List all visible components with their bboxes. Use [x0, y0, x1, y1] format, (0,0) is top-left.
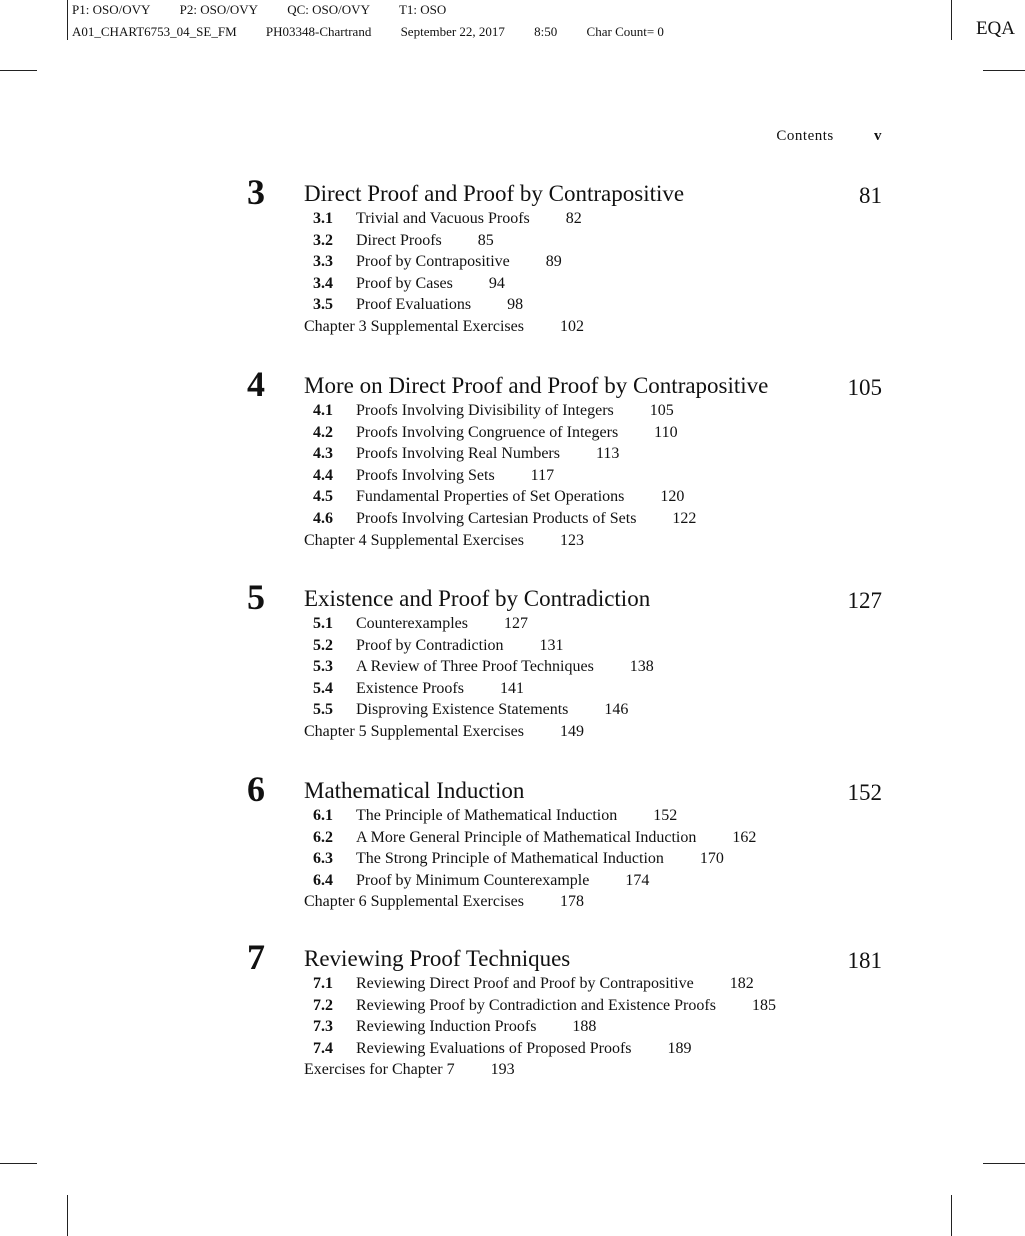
section-title-wrap — [356, 273, 505, 295]
section-title-wrap — [356, 870, 649, 892]
toc-section-entry — [0, 465, 1025, 487]
slug-item: P2: OSO/OVY — [179, 2, 258, 17]
toc-section-entry — [0, 1016, 1025, 1038]
section-list — [0, 613, 1025, 743]
section-number: 5.1 — [313, 615, 333, 632]
section-number: 5.5 — [313, 701, 333, 719]
section-title: Fundamental Properties of Set Operations — [356, 488, 625, 506]
toc-section-entry — [0, 1038, 1025, 1060]
folio: v — [874, 128, 882, 144]
section-page-number: 127 — [503, 615, 528, 632]
section-title: A Review of Three Proof Techniques — [356, 658, 594, 676]
section-title: Disproving Existence Statements — [356, 701, 569, 719]
supplemental-exercises-entry — [0, 530, 1025, 552]
section-page-number: 152 — [653, 807, 678, 824]
section-title: Existence Proofs — [356, 679, 464, 697]
chapter-number: 5 — [247, 577, 265, 617]
toc-section-entry — [0, 400, 1025, 422]
section-number: 4.1 — [313, 402, 333, 419]
section-title-wrap — [356, 805, 677, 827]
section-page-number: 185 — [751, 996, 776, 1014]
section-title: Proof by Cases — [356, 274, 453, 292]
section-title: Proof Evaluations — [356, 296, 472, 314]
section-page-number: 120 — [660, 488, 685, 506]
section-page-number: 174 — [625, 871, 650, 889]
slug-item: T1: OSO — [398, 2, 447, 17]
crop-mark — [983, 70, 1025, 71]
section-page-number: 89 — [545, 253, 562, 271]
supplemental-title: Chapter 5 Supplemental Exercises — [304, 722, 524, 740]
section-number: 7.2 — [313, 996, 333, 1014]
section-title: The Strong Principle of Mathematical Induction — [356, 850, 664, 868]
toc-section-entry — [0, 848, 1025, 870]
supplemental-title: Chapter 6 Supplemental Exercises — [304, 893, 524, 911]
supplemental-page-number: 123 — [559, 531, 584, 549]
section-number: 6.3 — [313, 850, 333, 868]
slug-item: PH03348-Chartrand — [265, 24, 372, 39]
section-list — [0, 805, 1025, 913]
section-page-number: 94 — [488, 274, 505, 292]
section-page-number: 122 — [672, 509, 697, 527]
toc-section-entry — [0, 443, 1025, 465]
section-title: Proof by Minimum Counterexample — [356, 871, 590, 889]
section-number: 4.6 — [313, 509, 333, 527]
section-title-wrap — [356, 443, 619, 465]
section-list — [0, 400, 1025, 551]
section-title-wrap — [356, 208, 582, 230]
toc-section-entry — [0, 870, 1025, 892]
section-title-wrap — [356, 465, 554, 487]
section-title-wrap — [356, 400, 674, 422]
section-title-wrap — [356, 848, 724, 870]
chapter-page-number: 152 — [847, 780, 882, 805]
running-head-label: Contents — [776, 128, 834, 144]
section-page-number: 188 — [572, 1018, 597, 1036]
section-title-wrap — [356, 230, 494, 252]
crop-mark — [0, 70, 37, 71]
section-title: Reviewing Evaluations of Proposed Proofs — [356, 1039, 632, 1057]
toc-section-entry — [0, 678, 1025, 700]
section-list — [0, 973, 1025, 1081]
section-number: 5.3 — [313, 658, 333, 676]
supplemental-page-number: 193 — [490, 1061, 515, 1079]
section-page-number: 182 — [729, 975, 754, 992]
supplemental-exercises-entry — [0, 1059, 1025, 1081]
section-page-number: 110 — [654, 423, 678, 441]
supplemental-exercises-entry — [0, 891, 1025, 913]
supplemental-page-number: 102 — [559, 317, 584, 335]
toc-section-entry — [0, 486, 1025, 508]
supplemental-title: Exercises for Chapter 7 — [304, 1061, 455, 1079]
crop-mark — [67, 0, 68, 40]
section-title: Proofs Involving Cartesian Products of Sets — [356, 509, 637, 527]
slug-corner-code: EQA — [975, 18, 1015, 39]
chapter-title: More on Direct Proof and Proof by Contrapositive — [304, 373, 769, 398]
toc-section-entry — [0, 208, 1025, 230]
section-page-number: 131 — [539, 636, 564, 654]
section-title: Counterexamples — [356, 615, 468, 632]
supplemental-page-number: 149 — [559, 722, 584, 740]
section-number: 3.5 — [313, 296, 333, 314]
section-number: 6.2 — [313, 828, 333, 846]
section-number: 6.4 — [313, 871, 333, 889]
toc-section-entry — [0, 656, 1025, 678]
section-page-number: 82 — [565, 210, 582, 227]
section-title-wrap — [356, 973, 754, 995]
supplemental-title: Chapter 4 Supplemental Exercises — [304, 531, 524, 549]
chapter-page-number: 105 — [847, 375, 882, 400]
section-title-wrap — [356, 1016, 596, 1038]
section-title: Proofs Involving Sets — [356, 466, 495, 484]
section-title-wrap — [356, 827, 756, 849]
section-number: 4.4 — [313, 466, 333, 484]
section-number: 5.4 — [313, 679, 333, 697]
toc-section-entry — [0, 973, 1025, 995]
section-number: 4.2 — [313, 423, 333, 441]
section-title-wrap — [356, 422, 678, 444]
section-number: 7.3 — [313, 1018, 333, 1036]
chapter-title: Direct Proof and Proof by Contrapositive — [304, 181, 685, 206]
section-list — [0, 208, 1025, 338]
section-title: Trivial and Vacuous Proofs — [356, 210, 530, 227]
section-title-wrap — [356, 251, 562, 273]
section-page-number: 189 — [667, 1039, 692, 1057]
section-number: 3.4 — [313, 274, 333, 292]
section-title-wrap — [356, 635, 564, 657]
section-page-number: 170 — [699, 850, 724, 868]
section-title: Reviewing Induction Proofs — [356, 1018, 537, 1036]
section-page-number: 138 — [629, 658, 654, 676]
toc-section-entry — [0, 294, 1025, 316]
toc-section-entry — [0, 635, 1025, 657]
toc-section-entry — [0, 995, 1025, 1017]
chapter-title: Reviewing Proof Techniques — [304, 946, 571, 971]
section-title-wrap — [356, 656, 654, 678]
running-head — [776, 128, 882, 145]
section-title-wrap — [356, 613, 528, 635]
chapter-number: 3 — [247, 172, 265, 212]
toc-section-entry — [0, 273, 1025, 295]
toc-section-entry — [0, 613, 1025, 635]
slug-item: P1: OSO/OVY — [72, 2, 151, 17]
section-title-wrap — [356, 995, 776, 1017]
chapter-title: Mathematical Induction — [304, 778, 525, 803]
toc-section-entry — [0, 251, 1025, 273]
crop-mark — [951, 0, 952, 40]
section-title: Proofs Involving Real Numbers — [356, 445, 560, 463]
section-title-wrap — [356, 294, 523, 316]
section-title: A More General Principle of Mathematical Induction — [356, 828, 697, 846]
section-number: 4.3 — [313, 445, 333, 463]
section-number: 7.1 — [313, 975, 333, 992]
crop-mark — [0, 1163, 37, 1164]
section-page-number: 85 — [477, 231, 494, 249]
toc-section-entry — [0, 422, 1025, 444]
section-title: Proofs Involving Congruence of Integers — [356, 423, 619, 441]
crop-mark — [951, 1195, 952, 1236]
toc-section-entry — [0, 805, 1025, 827]
chapter-page-number: 181 — [847, 948, 882, 973]
chapter-page-number: 127 — [847, 588, 882, 613]
toc-section-entry — [0, 827, 1025, 849]
section-page-number: 113 — [595, 445, 620, 463]
section-title-wrap — [356, 699, 628, 721]
supplemental-page-number: 178 — [559, 893, 584, 911]
chapter-page-number: 81 — [859, 183, 882, 208]
slug-item: September 22, 2017 — [400, 24, 505, 39]
section-title: Proofs Involving Divisibility of Integers — [356, 402, 614, 419]
chapter-number: 7 — [247, 937, 265, 977]
section-page-number: 117 — [530, 466, 555, 484]
supplemental-title: Chapter 3 Supplemental Exercises — [304, 317, 524, 335]
section-title-wrap — [356, 508, 696, 530]
section-page-number: 141 — [499, 679, 524, 697]
section-page-number: 146 — [604, 701, 629, 719]
supplemental-exercises-entry — [0, 721, 1025, 743]
toc-section-entry — [0, 230, 1025, 252]
section-title: Direct Proofs — [356, 231, 442, 249]
section-number: 3.1 — [313, 210, 333, 227]
section-number: 3.3 — [313, 253, 333, 271]
section-title: Proof by Contrapositive — [356, 253, 510, 271]
section-title: The Principle of Mathematical Induction — [356, 807, 618, 824]
section-page-number: 98 — [507, 296, 524, 314]
section-number: 4.5 — [313, 488, 333, 506]
section-title-wrap — [356, 1038, 692, 1060]
crop-mark — [67, 1195, 68, 1236]
slug-item: QC: OSO/OVY — [287, 2, 370, 17]
section-title: Proof by Contradiction — [356, 636, 504, 654]
chapter-number: 4 — [247, 364, 265, 404]
section-title-wrap — [356, 678, 524, 700]
slug-item: A01_CHART6753_04_SE_FM — [72, 24, 237, 39]
chapter-title: Existence and Proof by Contradiction — [304, 586, 651, 611]
slug-item: Char Count= 0 — [586, 24, 664, 39]
section-number: 3.2 — [313, 231, 333, 249]
crop-mark — [983, 1163, 1025, 1164]
chapter-number: 6 — [247, 769, 265, 809]
slug-item: 8:50 — [534, 24, 558, 39]
section-page-number: 105 — [649, 402, 674, 419]
toc-section-entry — [0, 508, 1025, 530]
section-number: 5.2 — [313, 636, 333, 654]
section-title: Reviewing Direct Proof and Proof by Contrapositive — [356, 975, 694, 992]
section-title-wrap — [356, 486, 684, 508]
printer-slug-line-2 — [72, 24, 690, 40]
section-number: 6.1 — [313, 807, 333, 824]
toc-section-entry — [0, 699, 1025, 721]
section-title: Reviewing Proof by Contradiction and Existence Proofs — [356, 996, 716, 1014]
printer-slug-line-1 — [72, 2, 472, 18]
supplemental-exercises-entry — [0, 316, 1025, 338]
section-page-number: 162 — [732, 828, 757, 846]
section-number: 7.4 — [313, 1039, 333, 1057]
